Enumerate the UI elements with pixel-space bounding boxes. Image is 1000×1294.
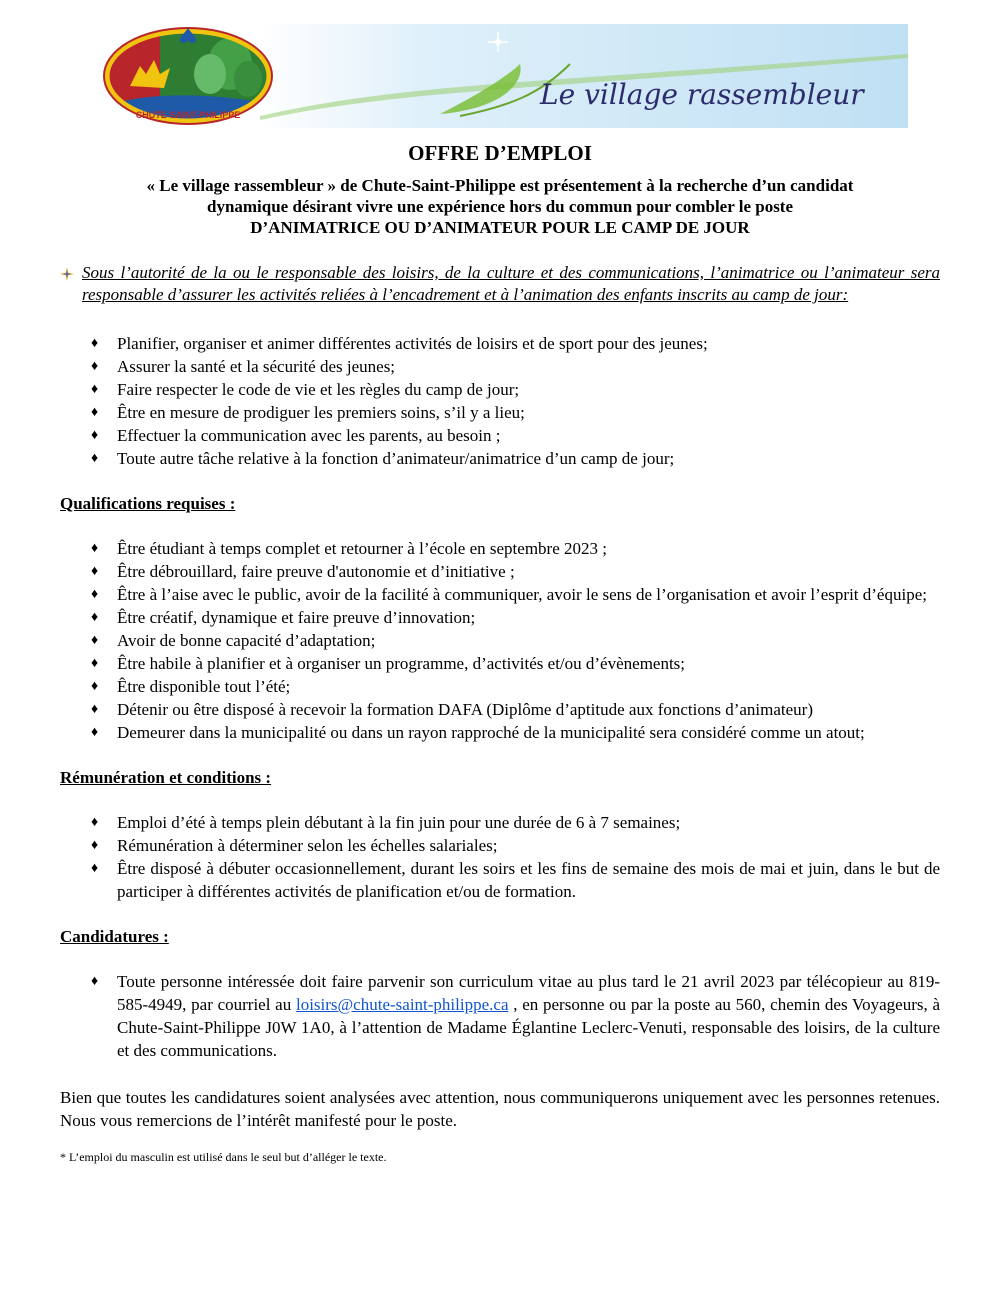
list-item: ♦ Être disponible tout l’été;: [60, 675, 940, 698]
intro-line-3: D’ANIMATRICE OU D’ANIMATEUR POUR LE CAMP DE JOUR: [250, 218, 750, 237]
candidatures-heading: Candidatures :: [60, 927, 169, 946]
page-title: OFFRE D’EMPLOI: [408, 141, 592, 165]
qualifications-list: [60, 537, 940, 744]
candidatures-list: [60, 970, 940, 1062]
footnote: * L’emploi du masculin est utilisé dans le seul but d’alléger le texte.: [60, 1150, 387, 1164]
list-item: ♦ Être à l’aise avec le public, avoir de la facilité à communiquer, avoir le sens de l’organisation et avoir l’esprit d’équipe;: [60, 583, 940, 606]
candidatures-text-after: , en personne ou par la poste au 560, chemin des Voyageurs, à Chute-Saint-Philippe J0W 1A0, à l’attention de Madame Églantine Leclerc-Venuti, responsable des loisirs, de la culture et des communications.: [117, 995, 940, 1060]
lead-text: Sous l’autorité de la ou le responsable des loisirs, de la culture et des communications, l’animatrice ou l’animateur sera responsable d’assurer les activités reliées à l’encadrement et à l’animation des enfants inscrits au camp de jour:: [82, 263, 940, 304]
header-banner: [100, 24, 908, 128]
list-item: ♦ Demeurer dans la municipalité ou dans un rayon rapproché de la municipalité sera considéré comme un atout;: [60, 721, 940, 744]
candidatures-text-before: Toute personne intéressée doit faire parvenir son curriculum vitae au plus tard le 21 avril 2023 par télécopieur au 819-585-4949, par courriel au: [117, 972, 940, 1014]
remuneration-list: [60, 811, 940, 903]
list-item: ♦ Toute autre tâche relative à la fonction d’animateur/animatrice d’un camp de jour;: [60, 447, 940, 470]
list-item: ♦ Être étudiant à temps complet et retourner à l’école en septembre 2023 ;: [60, 537, 940, 560]
list-item: ♦ Avoir de bonne capacité d’adaptation;: [60, 629, 940, 652]
list-item: [60, 970, 940, 1062]
list-item: ♦ Planifier, organiser et animer différentes activités de loisirs et de sport pour des jeunes;: [60, 332, 940, 355]
list-item: ♦ Être débrouillard, faire preuve d'autonomie et d’initiative ;: [60, 560, 940, 583]
slogan-text: Le village rassembleur: [540, 78, 864, 111]
list-item: ♦ Être habile à planifier et à organiser un programme, d’activités et/ou d’évènements;: [60, 652, 940, 675]
list-item: ♦ Emploi d’été à temps plein débutant à la fin juin pour une durée de 6 à 7 semaines;: [60, 811, 940, 834]
municipality-logo: [100, 24, 280, 128]
job-offer-document: [60, 142, 940, 1169]
list-item: ♦ Être créatif, dynamique et faire preuve d’innovation;: [60, 606, 940, 629]
email-link[interactable]: loisirs@chute-saint-philippe.ca: [295, 995, 509, 1014]
list-item: ♦ Effectuer la communication avec les parents, au besoin ;: [60, 424, 940, 447]
list-item: ♦ Être en mesure de prodiguer les premiers soins, s’il y a lieu;: [60, 401, 940, 424]
list-item: ♦ Assurer la santé et la sécurité des jeunes;: [60, 355, 940, 378]
lead-paragraph: [60, 262, 940, 306]
four-point-star-icon: [60, 262, 82, 306]
banner-graphic: [100, 24, 908, 128]
list-item: ♦ Rémunération à déterminer selon les échelles salariales;: [60, 834, 940, 857]
duties-list: [60, 332, 940, 470]
qualifications-heading: Qualifications requises :: [60, 494, 236, 513]
remuneration-heading: Rémunération et conditions :: [60, 768, 272, 787]
logo-text: CHUTE-SAINT-PHILIPPE: [135, 110, 241, 120]
intro-line-2: dynamique désirant vivre une expérience hors du commun pour combler le poste: [206, 197, 794, 216]
list-item: ♦ Détenir ou être disposé à recevoir la formation DAFA (Diplôme d’aptitude aux fonctions d’animateur): [60, 698, 940, 721]
closing-paragraph: Bien que toutes les candidatures soient analysées avec attention, nous communiquerons uniquement avec les personnes retenues. Nous vous remercions de l’intérêt manifesté pour le poste.: [60, 1088, 940, 1130]
list-item: ♦ Être disposé à débuter occasionnellement, durant les soirs et les fins de semaine des mois de mai et juin, dans le but de participer à différentes activités de planification et/ou de formation.: [60, 857, 940, 903]
list-item: ♦ Faire respecter le code de vie et les règles du camp de jour;: [60, 378, 940, 401]
intro-line-1: « Le village rassembleur » de Chute-Saint-Philippe est présentement à la recherche d’un candidat: [146, 176, 854, 195]
